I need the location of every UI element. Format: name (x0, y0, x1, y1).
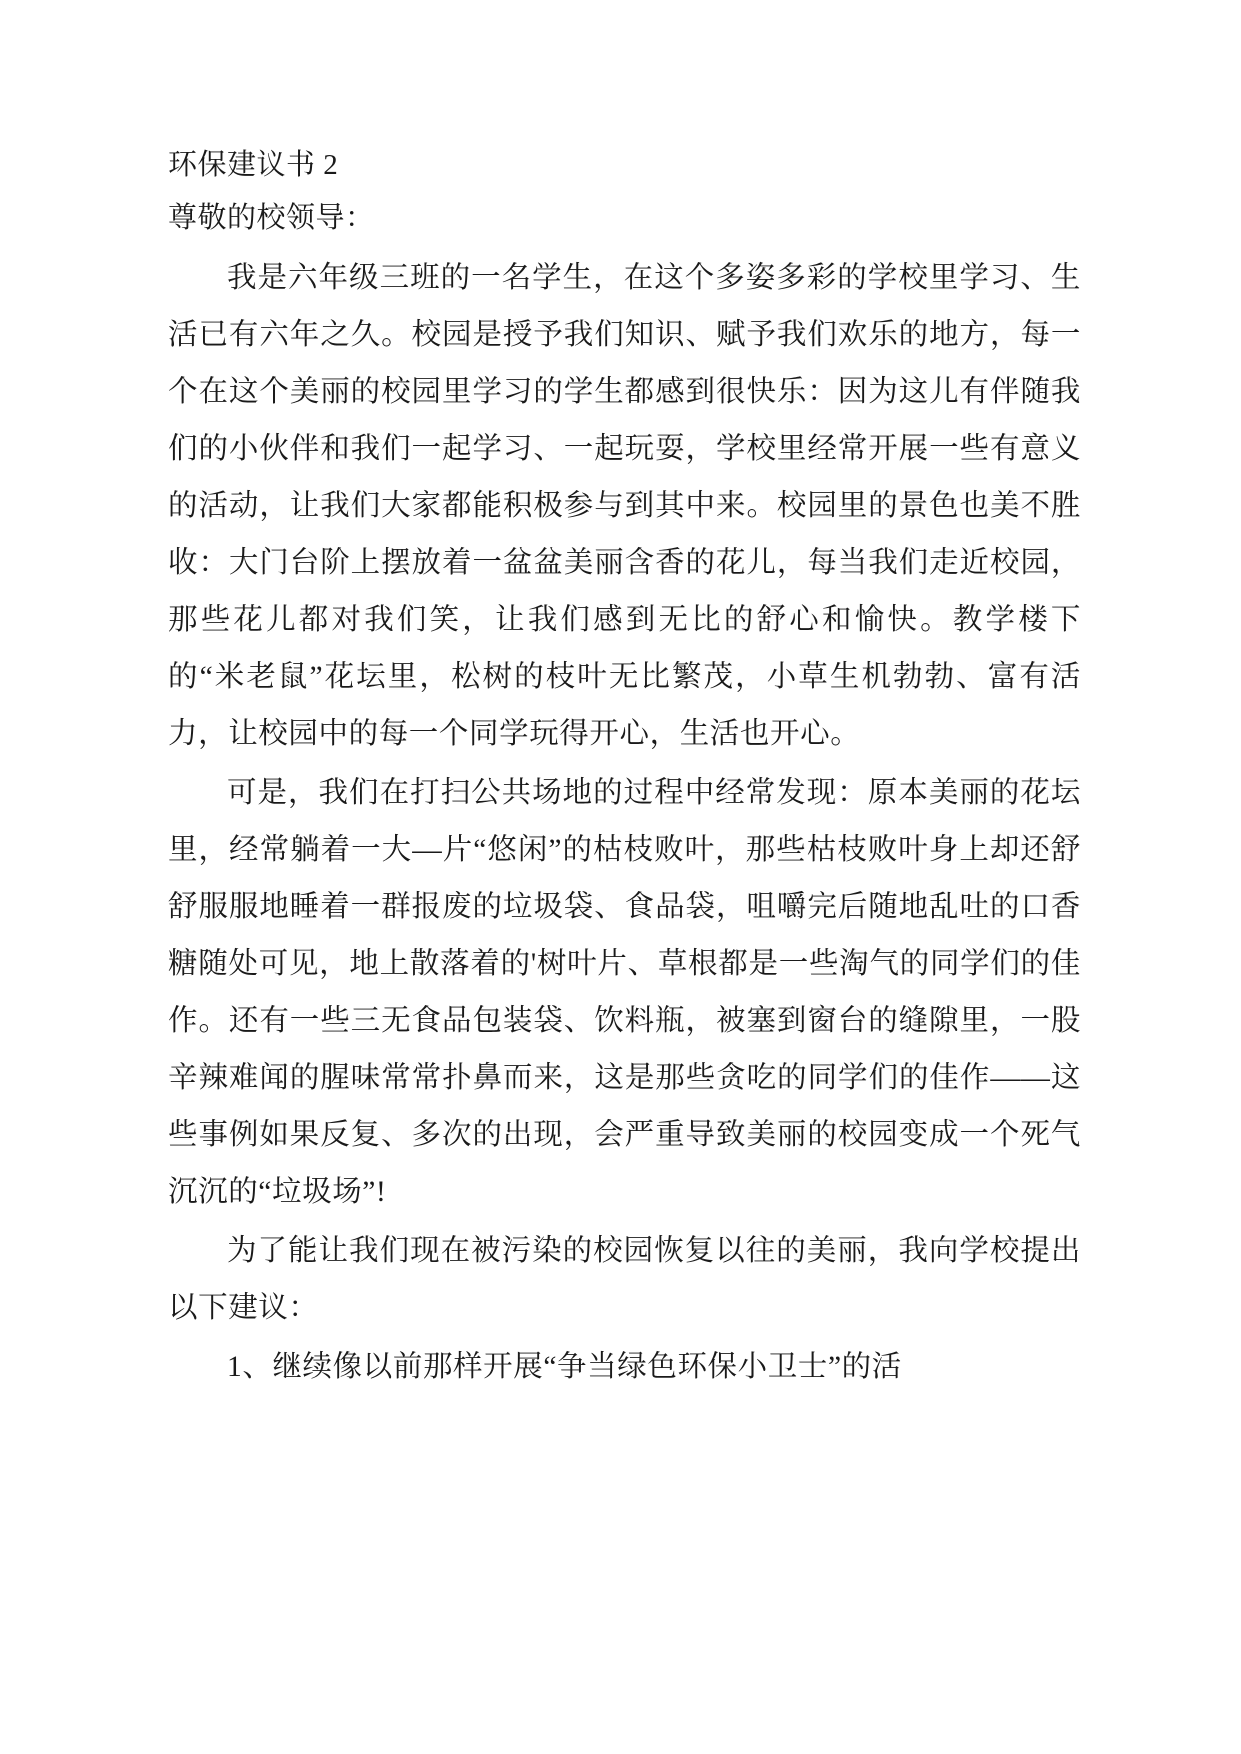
body-paragraph: 我是六年级三班的一名学生，在这个多姿多彩的学校里学习、生活已有六年之久。校园是授予我们知识、赋予我们欢乐的地方，每一个在这个美丽的校园里学习的学生都感到很快乐：因为这儿有伴随我们的小伙伴和我们一起学习、一起玩耍，学校里经常开展一些有意义的活动，让我们大家都能积极参与到其中来。校园里的景色也美不胜收：大门台阶上摆放着一盆盆美丽含香的花儿，每当我们走近校园，那些花儿都对我们笑，让我们感到无比的舒心和愉快。教学楼下的“米老鼠”花坛里，松树的枝叶无比繁茂，小草生机勃勃、富有活力，让校园中的每一个同学玩得开心，生活也开心。 (168, 262, 1081, 750)
body-paragraph: 1、继续像以前那样开展“争当绿色环保小卫士”的活 (227, 1351, 902, 1383)
page-title: 环保建议书 2 (168, 149, 339, 181)
salutation: 尊敬的校领导： (168, 202, 375, 234)
body-paragraph: 为了能让我们现在被污染的校园恢复以往的美丽，我向学校提出以下建议： (168, 1235, 1081, 1324)
body-paragraph: 可是，我们在打扫公共场地的过程中经常发现：原本美丽的花坛里，经常躺着一大—片“悠闲”的枯枝败叶，那些枯枝败叶身上却还舒舒服服地睡着一群报废的垃圾袋、食品袋，咀嚼完后随地乱吐的口香糖随处可见，地上散落着的'树叶片、草根都是一些淘气的同学们的佳作。还有一些三无食品包装袋、饮料瓶，被塞到窗台的缝隙里，一股辛辣难闻的腥味常常扑鼻而来，这是那些贪吃的同学们的佳作——这些事例如果反复、多次的出现，会严重导致美丽的校园变成一个死气沉沉的“垃圾场”! (168, 777, 1081, 1208)
